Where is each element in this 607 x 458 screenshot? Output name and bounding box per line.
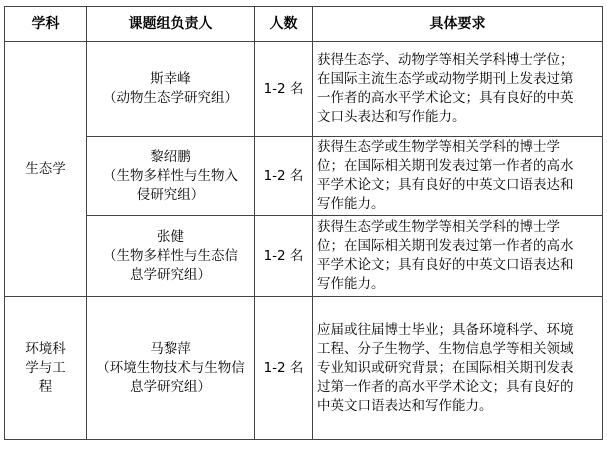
- requirement-line: 获得生态学或生物学等相关学科的博士学: [317, 219, 560, 235]
- subject-label: 程: [38, 378, 53, 395]
- requirement-line: 工程、分子生物学、生物信息学等相关领域: [317, 340, 574, 357]
- table-header-row: [5, 7, 603, 42]
- requirement-line: 位；在国际相关期刊发表过第一作者的高水: [317, 238, 574, 254]
- leader-name: 黎绍鹏: [150, 148, 191, 165]
- count-cell: 1-2 名: [255, 42, 313, 137]
- recruitment-requirements-table: [4, 6, 603, 440]
- group-name: （生物多样性与生物入: [103, 167, 238, 184]
- requirement-line: 文口头表达和写作能力。: [317, 109, 466, 125]
- requirement-line: 写作能力。: [317, 196, 385, 212]
- group-name: 息学研究组）: [130, 266, 211, 283]
- table-row: [5, 297, 603, 440]
- requirement-line: 专业知识或研究背景；在国际相关期刊发表: [317, 359, 574, 376]
- group-name: （生物多样性与生态信: [103, 247, 238, 264]
- requirement-line: 平学术论文；具有良好的中英文口语表达和: [317, 257, 574, 273]
- group-name: （环境生物技术与生物信: [96, 359, 245, 376]
- header-subject: 学科: [5, 7, 87, 42]
- requirement-line: 写作能力。: [317, 276, 385, 292]
- group-name: 侵研究组）: [136, 186, 205, 203]
- table-row: [5, 42, 603, 137]
- group-name: （动物生态学研究组）: [103, 90, 238, 106]
- requirement-line: 获得生态学、动物学等相关学科博士学位；: [317, 52, 574, 68]
- count-cell: 1-2 名: [255, 137, 313, 216]
- leader-cell: [87, 42, 255, 137]
- header-requirements: 具体要求: [313, 7, 603, 42]
- table-row: [5, 137, 603, 216]
- requirement-line: 过第一作者的高水平学术论文；具有良好的: [317, 378, 574, 395]
- header-leader: 课题组负责人: [87, 7, 255, 42]
- group-name: 息学研究组）: [130, 378, 211, 395]
- requirement-line: 一作者的高水平学术论文；具有良好的中英: [317, 90, 574, 106]
- requirements-cell: [313, 297, 603, 440]
- requirements-cell: [313, 137, 603, 216]
- leader-name: 斯幸峰: [150, 71, 191, 87]
- requirement-line: 平学术论文；具有良好的中英文口语表达和: [317, 177, 574, 193]
- requirement-line: 获得生态学或生物学等相关学科的博士学: [317, 139, 560, 155]
- subject-label: 环境科: [25, 340, 66, 357]
- requirement-line: 在国际主流生态学或动物学期刊上发表过第: [317, 71, 574, 87]
- requirement-line: 位；在国际相关期刊发表过第一作者的高水: [317, 158, 574, 174]
- subject-cell-ecology: [5, 42, 87, 297]
- leader-cell: [87, 297, 255, 440]
- header-count: 人数: [255, 7, 313, 42]
- requirements-cell: [313, 42, 603, 137]
- leader-cell: [87, 137, 255, 216]
- leader-name: 张健: [157, 228, 184, 245]
- requirement-line: 应届或往届博士毕业；具备环境科学、环境: [317, 321, 574, 338]
- subject-cell-environmental: [5, 297, 87, 440]
- leader-cell: [87, 216, 255, 297]
- subject-label: 学与工: [25, 359, 66, 376]
- requirement-line: 中英文口语表达和写作能力。: [317, 397, 493, 414]
- requirements-cell: [313, 216, 603, 297]
- count-cell: 1-2 名: [255, 297, 313, 440]
- count-cell: 1-2 名: [255, 216, 313, 297]
- leader-name: 马黎萍: [150, 340, 191, 357]
- table-row: [5, 216, 603, 297]
- subject-label: 生态学: [25, 160, 66, 177]
